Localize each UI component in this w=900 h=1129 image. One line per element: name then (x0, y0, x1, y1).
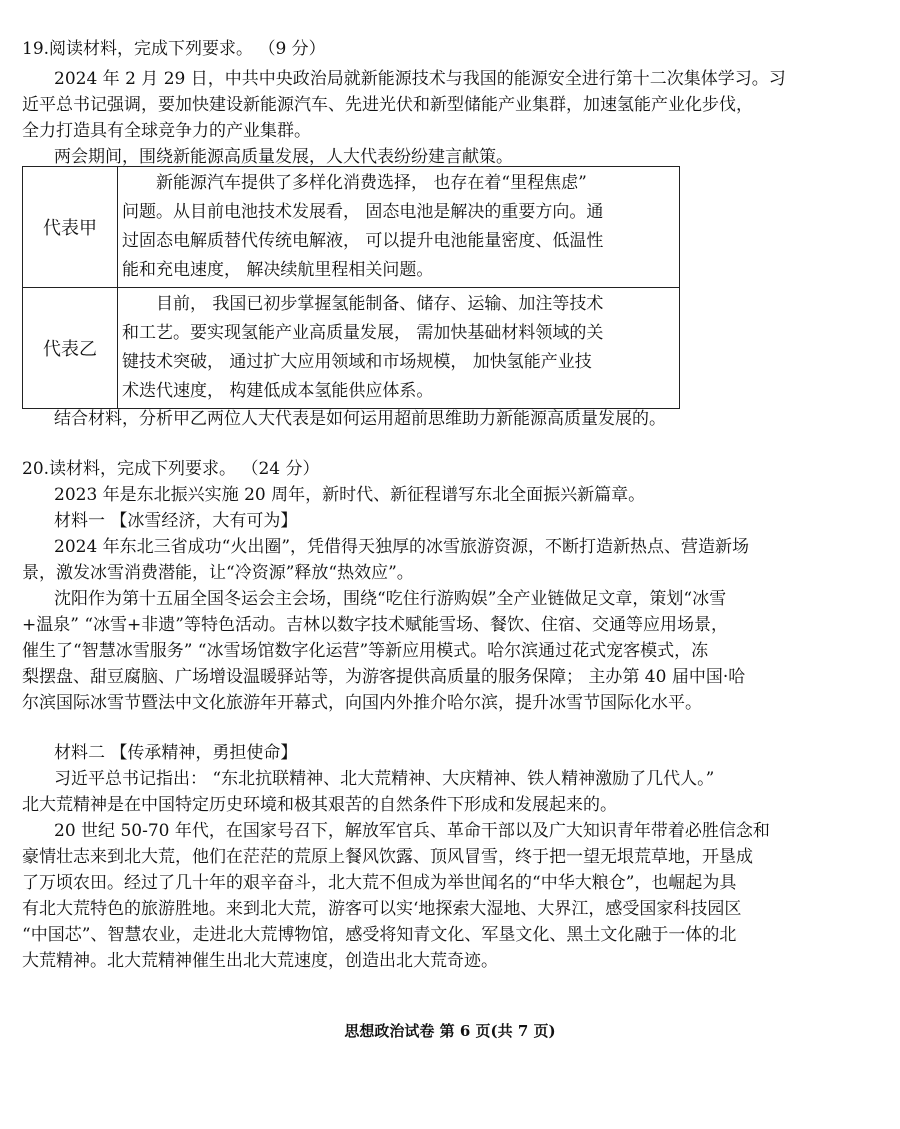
material2-heading: 材料二 【传承精神，勇担使命】 (54, 743, 298, 763)
material2-line: 习近平总书记指出： “东北抗联精神、北大荒精神、大庆精神、铁人精神激励了几代人。” (54, 769, 715, 789)
material1-heading: 材料一 【冰雪经济，大有可为】 (54, 511, 298, 531)
material2-line: 豪情壮志来到北大荒，他们在茫茫的荒原上餐风饮露、顶风冒雪，终于把一望无垠荒草地，开垦成 (22, 847, 753, 867)
statement-line: 目前， 我国已初步掌握氢能制备、储存、运输、加注等技术 (156, 294, 604, 314)
representative-statement (118, 288, 680, 409)
statement-line: 新能源汽车提供了多样化消费选择， 也存在着“里程焦虑” (156, 173, 587, 193)
material1-line: 梨摆盘、甜豆腐脑、广场增设温暖驿站等，为游客提供高质量的服务保障； 主办第 40 届中国·哈 (22, 667, 746, 687)
material2-line: 大荒精神。北大荒精神催生出北大荒速度，创造出北大荒奇迹。 (22, 951, 498, 971)
q20-intro: 2023 年是东北振兴实施 20 周年，新时代、新征程谱写东北全面振兴新篇章。 (54, 485, 646, 505)
q19-intro-line: 2024 年 2 月 29 日，中共中央政治局就新能源技术与我国的能源安全进行第十二次集体学习。习 (54, 69, 786, 89)
q20-title: 20.读材料，完成下列要求。 （24 分） (22, 459, 320, 479)
material1-line: 景，激发冰雪消费潜能，让“冷资源”释放“热效应”。 (22, 563, 414, 583)
material2-line: 北大荒精神是在中国特定历史环境和极其艰苦的自然条件下形成和发展起来的。 (22, 795, 617, 815)
material1-line: 催生了“智慧冰雪服务” “冰雪场馆数字化运营”等新应用模式。哈尔滨通过花式宠客模式，冻 (22, 641, 709, 661)
statement-line: 键技术突破， 通过扩大应用领域和市场规模， 加快氢能产业技 (122, 352, 592, 372)
q19-title: 19.阅读材料，完成下列要求。 （9 分） (22, 39, 326, 59)
table-row (23, 167, 680, 288)
q19-question: 结合材料，分析甲乙两位人大代表是如何运用超前思维助力新能源高质量发展的。 (54, 409, 666, 429)
material1-line: +温泉” “冰雪+非遗”等特色活动。吉林以数字技术赋能雪场、餐饮、住宿、交通等应用场景， (22, 615, 728, 635)
representative-name: 代表甲 (23, 167, 118, 288)
page-footer: 思想政治试卷 第 6 页(共 7 页) (344, 1022, 556, 1040)
table-row (23, 288, 680, 409)
representatives-table (22, 166, 680, 409)
q19-intro-line: 近平总书记强调，要加快建设新能源汽车、先进光伏和新型储能产业集群，加速氢能产业化步伐， (22, 95, 753, 115)
material1-line: 尔滨国际冰雪节暨法中文化旅游年开幕式，向国内外推介哈尔滨，提升冰雪节国际化水平。 (22, 693, 702, 713)
material2-line: 了万顷农田。经过了几十年的艰辛奋斗，北大荒不但成为举世闻名的“中华大粮仓”，也崛起为具 (22, 873, 737, 893)
material2-line: 有北大荒特色的旅游胜地。来到北大荒，游客可以实‘地探索大湿地、大界江，感受国家科技园区 (22, 899, 742, 919)
q19-lead: 两会期间，围绕新能源高质量发展，人大代表纷纷建言献策。 (54, 147, 513, 167)
statement-line: 和工艺。要实现氢能产业高质量发展， 需加快基础材料领域的关 (122, 323, 604, 343)
material2-line: 20 世纪 50-70 年代，在国家号召下，解放军官兵、革命干部以及广大知识青年带着必胜信念和 (54, 821, 770, 841)
statement-line: 过固态电解质替代传统电解液， 可以提升电池能量密度、低温性 (122, 231, 604, 251)
q19-intro-line: 全力打造具有全球竞争力的产业集群。 (22, 121, 311, 141)
material1-line: 2024 年东北三省成功“火出圈”，凭借得天独厚的冰雪旅游资源，不断打造新热点、营造新场 (54, 537, 750, 557)
statement-line: 术迭代速度， 构建低成本氢能供应体系。 (122, 381, 434, 401)
material2-line: “中国芯”、智慧农业，走进北大荒博物馆，感受将知青文化、军垦文化、黑土文化融于一体的北 (22, 925, 737, 945)
representative-name: 代表乙 (23, 288, 118, 409)
statement-line: 问题。从目前电池技术发展看， 固态电池是解决的重要方向。通 (122, 202, 604, 222)
representative-statement (118, 167, 680, 288)
statement-line: 能和充电速度， 解决续航里程相关问题。 (122, 260, 434, 280)
material1-line: 沈阳作为第十五届全国冬运会主会场，围绕“吃住行游购娱”全产业链做足文章，策划“冰雪 (54, 589, 727, 609)
